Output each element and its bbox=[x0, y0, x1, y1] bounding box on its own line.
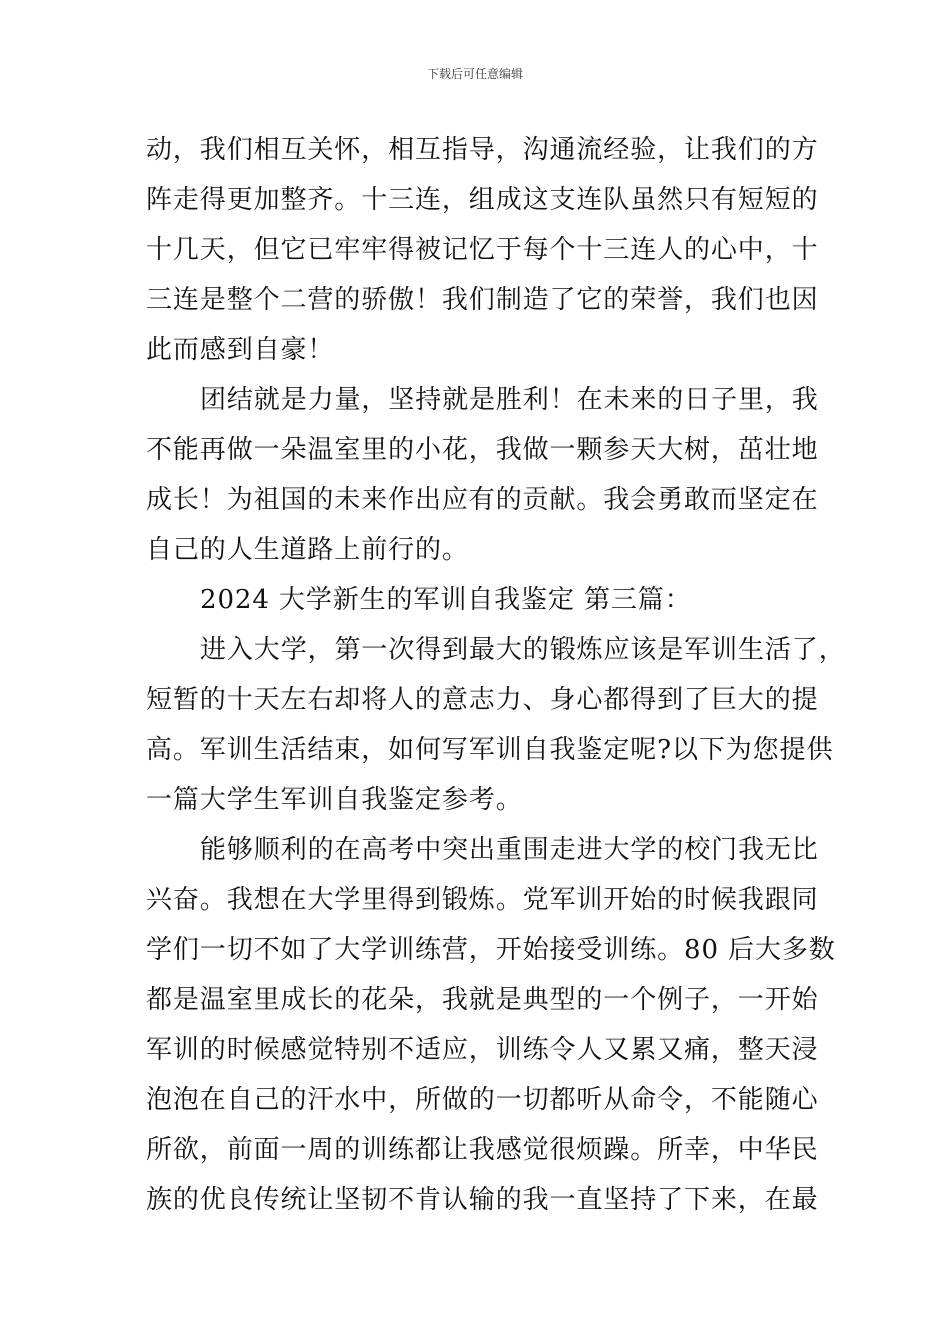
text-line: 阵走得更加整齐。十三连，组成这支连队虽然只有短短的 bbox=[146, 185, 819, 215]
text-line: 短暂的十天左右却将人的意志力、身心都得到了巨大的提 bbox=[146, 685, 819, 715]
text-line: 成长！为祖国的未来作出应有的贡献。我会勇敢而坚定在 bbox=[146, 485, 819, 515]
text-line: 动，我们相互关怀，相互指导，沟通流经验，让我们的方 bbox=[146, 135, 819, 165]
text-line: 泡泡在自己的汗水中，所做的一切都听从命令，不能随心 bbox=[146, 1085, 819, 1115]
text-line: 族的优良传统让坚韧不肯认输的我一直坚持了下来，在最 bbox=[146, 1185, 819, 1215]
section-heading: 2024 大学新生的军训自我鉴定 第三篇： bbox=[200, 585, 692, 615]
text-line: 自己的人生道路上前行的。 bbox=[146, 535, 469, 565]
text-line: 都是温室里成长的花朵，我就是典型的一个例子，一开始 bbox=[146, 985, 819, 1015]
text-line: 不能再做一朵温室里的小花，我做一颗参天大树，茁壮地 bbox=[146, 435, 819, 465]
paragraph-start-line: 能够顺利的在高考中突出重围走进大学的校门我无比 bbox=[200, 835, 819, 865]
text-line: 所欲，前面一周的训练都让我感觉很烦躁。所幸，中华民 bbox=[146, 1135, 819, 1165]
document-body bbox=[146, 125, 846, 1225]
text-line: 一篇大学生军训自我鉴定参考。 bbox=[146, 785, 523, 815]
text-line: 高。军训生活结束，如何写军训自我鉴定呢?以下为您提供 bbox=[146, 735, 834, 765]
paragraph-start-line: 团结就是力量，坚持就是胜利！在未来的日子里，我 bbox=[200, 385, 819, 415]
text-line: 军训的时候感觉特别不适应，训练令人又累又痛，整天浸 bbox=[146, 1035, 819, 1065]
page-header-note: 下载后可任意编辑 bbox=[426, 67, 523, 81]
text-line: 此而感到自豪！ bbox=[146, 335, 335, 365]
text-line: 三连是整个二营的骄傲！我们制造了它的荣誉，我们也因 bbox=[146, 285, 819, 315]
text-line: 兴奋。我想在大学里得到锻炼。党军训开始的时候我跟同 bbox=[146, 885, 819, 915]
text-line: 学们一切不如了大学训练营，开始接受训练。80 后大多数 bbox=[146, 935, 836, 965]
text-line: 十几天，但它已牢牢得被记忆于每个十三连人的心中，十 bbox=[146, 235, 819, 265]
paragraph-start-line: 进入大学，第一次得到最大的锻炼应该是军训生活了， bbox=[200, 635, 846, 665]
